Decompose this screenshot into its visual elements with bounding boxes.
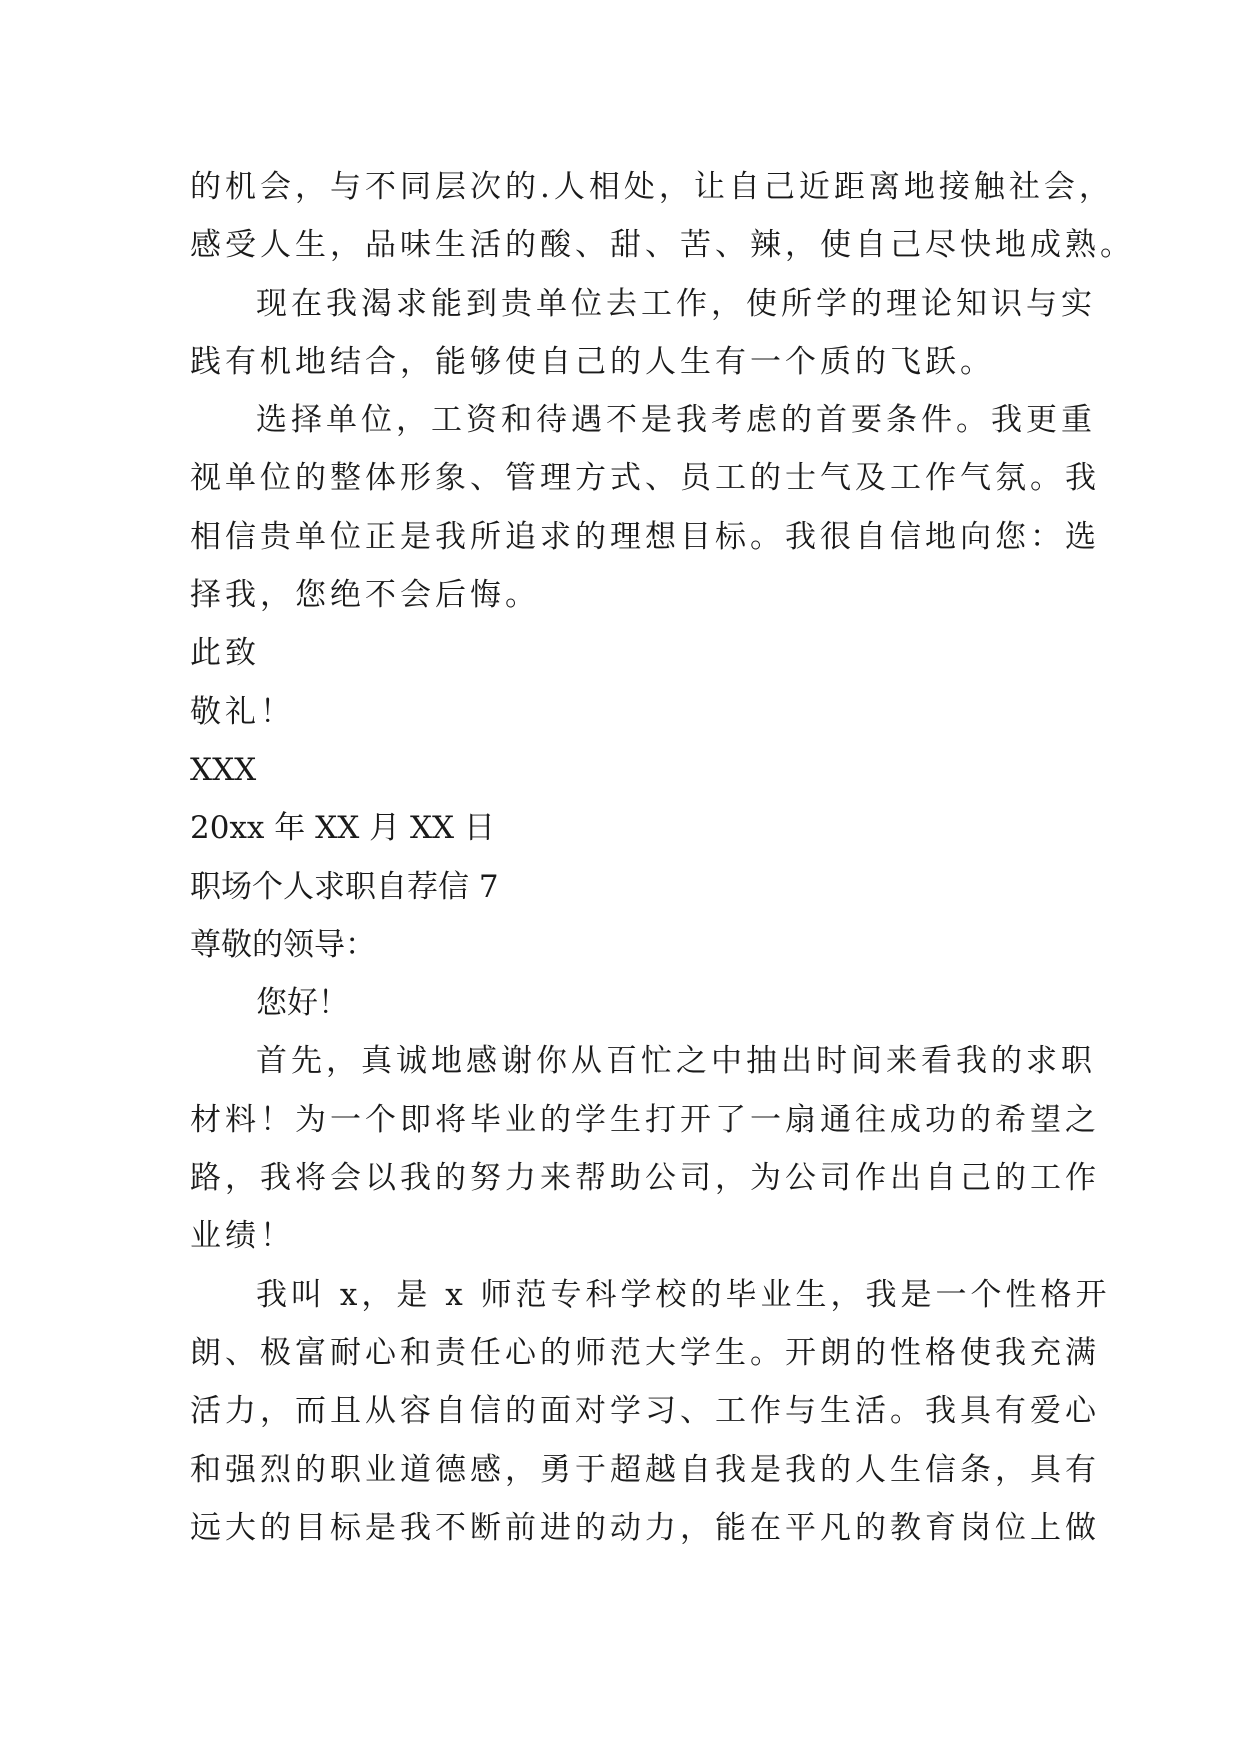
signature-name: XXX (190, 751, 257, 788)
text-line: 感受人生，品味生活的酸、甜、苦、辣，使自己尽快地成熟。 (190, 227, 1135, 264)
text-line: 我叫 x，是 x 师范专科学校的毕业生，我是一个性格开 (256, 1276, 1111, 1313)
text-line: 视单位的整体形象、管理方式、员工的士气及工作气氛。我 (190, 460, 1100, 497)
closing-line: 此致 (190, 635, 260, 672)
text-line: 业绩！ (190, 1218, 295, 1255)
text-line: 和强烈的职业道德感，勇于超越自我是我的人生信条，具有 (190, 1451, 1100, 1488)
text-line: 朗、极富耐心和责任心的师范大学生。开朗的性格使我充满 (190, 1334, 1100, 1371)
text-line: 相信贵单位正是我所追求的理想目标。我很自信地向您：选 (190, 518, 1100, 555)
text-line: 的机会，与不同层次的.人相处，让自己近距离地接触社会， (190, 169, 1114, 205)
letter-title: 职场个人求职自荐信 7 (190, 868, 499, 905)
text-line: 现在我渴求能到贵单位去工作，使所学的理论知识与实 (256, 285, 1096, 322)
text-line: 选择单位，工资和待遇不是我考虑的首要条件。我更重 (256, 402, 1096, 439)
greeting: 您好！ (256, 985, 349, 1022)
salutation: 尊敬的领导： (190, 926, 376, 963)
text-line: 首先，真诚地感谢你从百忙之中抽出时间来看我的求职 (256, 1043, 1096, 1080)
closing-salute: 敬礼！ (190, 693, 295, 730)
text-line: 路，我将会以我的努力来帮助公司，为公司作出自己的工作 (190, 1160, 1100, 1197)
text-line: 材料！为一个即将毕业的学生打开了一扇通往成功的希望之 (190, 1101, 1100, 1138)
text-line: 活力，而且从容自信的面对学习、工作与生活。我具有爱心 (190, 1393, 1100, 1430)
text-line: 远大的目标是我不断前进的动力，能在平凡的教育岗位上做 (190, 1509, 1100, 1546)
signature-date: 20xx 年 XX 月 XX 日 (190, 810, 495, 847)
text-line: 择我，您绝不会后悔。 (190, 577, 540, 614)
text-line: 践有机地结合，能够使自己的人生有一个质的飞跃。 (190, 343, 995, 380)
letter-body (190, 158, 1135, 1557)
